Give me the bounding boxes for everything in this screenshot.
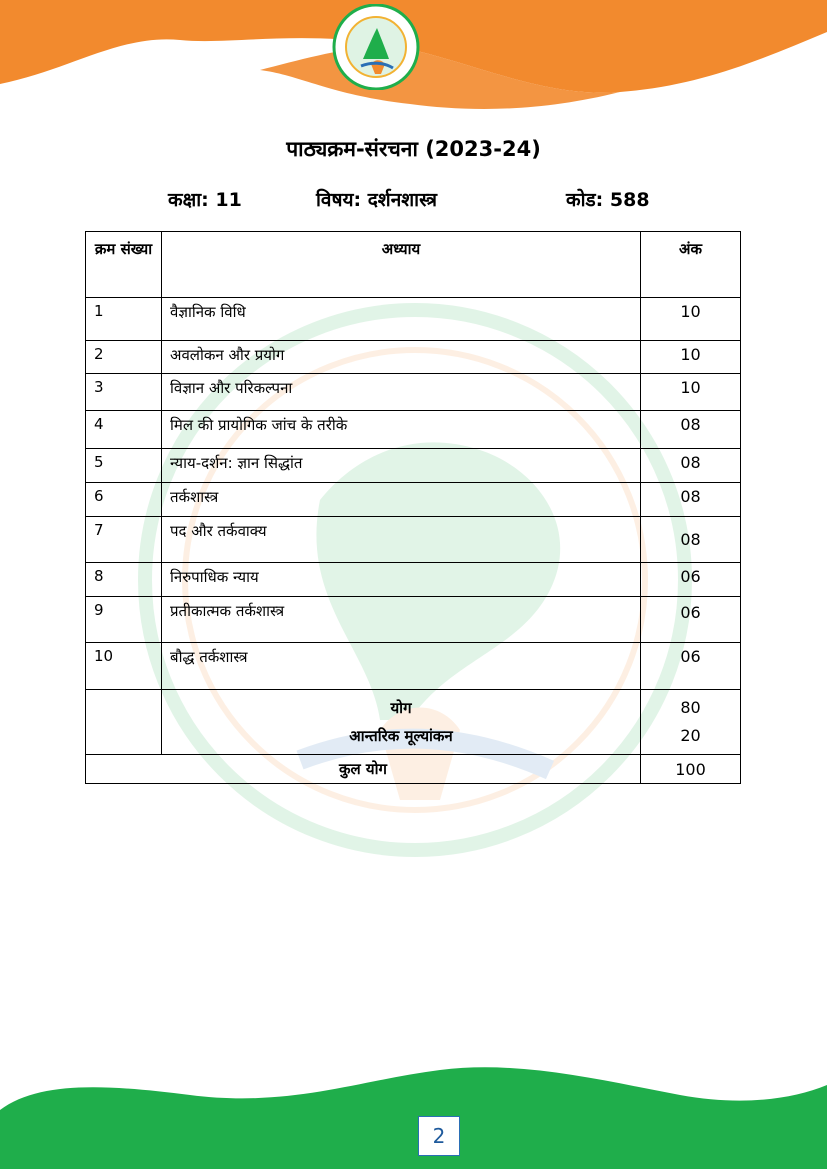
internal-assessment-value: 20 <box>680 726 701 745</box>
syllabus-table <box>85 231 741 784</box>
row-chapter: मिल की प्रायोगिक जांच के तरीके <box>162 411 641 449</box>
subtotal-labels <box>162 690 641 755</box>
row-number: 3 <box>86 374 162 411</box>
class-label: कक्षा: 11 <box>168 189 242 211</box>
row-number: 5 <box>86 449 162 483</box>
row-number: 8 <box>86 563 162 597</box>
row-number: 10 <box>86 643 162 690</box>
row-marks: 08 <box>641 449 741 483</box>
row-chapter: अवलोकन और प्रयोग <box>162 341 641 374</box>
header-marks: अंक <box>641 232 741 298</box>
table-row <box>86 483 741 517</box>
table-row <box>86 298 741 341</box>
subject-label: विषय: दर्शनशास्त्र <box>316 189 437 211</box>
table-row <box>86 563 741 597</box>
row-chapter: न्याय-दर्शन: ज्ञान सिद्धांत <box>162 449 641 483</box>
row-marks: 08 <box>641 483 741 517</box>
row-chapter: निरुपाधिक न्याय <box>162 563 641 597</box>
table-row <box>86 597 741 643</box>
grand-total-row <box>86 755 741 784</box>
table-header-row <box>86 232 741 298</box>
row-number: 4 <box>86 411 162 449</box>
footer-green-wave <box>0 1040 827 1169</box>
subtotal-values <box>641 690 741 755</box>
grand-total-value: 100 <box>641 755 741 784</box>
grand-total-label: कुल योग <box>86 755 641 784</box>
table-row <box>86 374 741 411</box>
table-row <box>86 449 741 483</box>
row-chapter: तर्कशास्त्र <box>162 483 641 517</box>
row-marks: 08 <box>641 517 741 563</box>
row-marks: 10 <box>641 374 741 411</box>
row-marks: 10 <box>641 298 741 341</box>
page-number: 2 <box>418 1116 460 1156</box>
row-number: 7 <box>86 517 162 563</box>
row-marks: 08 <box>641 411 741 449</box>
header-chapter: अध्याय <box>162 232 641 298</box>
row-chapter: पद और तर्कवाक्य <box>162 517 641 563</box>
sum-value: 80 <box>680 698 701 717</box>
row-marks: 10 <box>641 341 741 374</box>
internal-assessment-label: आन्तरिक मूल्यांकन <box>349 727 453 745</box>
code-label: कोड: 588 <box>566 189 650 211</box>
row-marks: 06 <box>641 597 741 643</box>
row-chapter: बौद्ध तर्कशास्त्र <box>162 643 641 690</box>
subtotal-row <box>86 690 741 755</box>
row-chapter: प्रतीकात्मक तर्कशास्त्र <box>162 597 641 643</box>
header-serial: क्रम संख्या <box>86 232 162 298</box>
sum-label: योग <box>390 699 412 717</box>
table-row <box>86 643 741 690</box>
row-number: 9 <box>86 597 162 643</box>
row-number: 2 <box>86 341 162 374</box>
row-marks: 06 <box>641 643 741 690</box>
row-number: 1 <box>86 298 162 341</box>
board-logo-icon <box>331 4 421 90</box>
table-row <box>86 517 741 563</box>
table-row <box>86 411 741 449</box>
subtotal-empty-cell <box>86 690 162 755</box>
row-number: 6 <box>86 483 162 517</box>
row-marks: 06 <box>641 563 741 597</box>
row-chapter: विज्ञान और परिकल्पना <box>162 374 641 411</box>
table-row <box>86 341 741 374</box>
row-chapter: वैज्ञानिक विधि <box>162 298 641 341</box>
page-title: पाठ्यक्रम-संरचना (2023-24) <box>286 137 541 161</box>
